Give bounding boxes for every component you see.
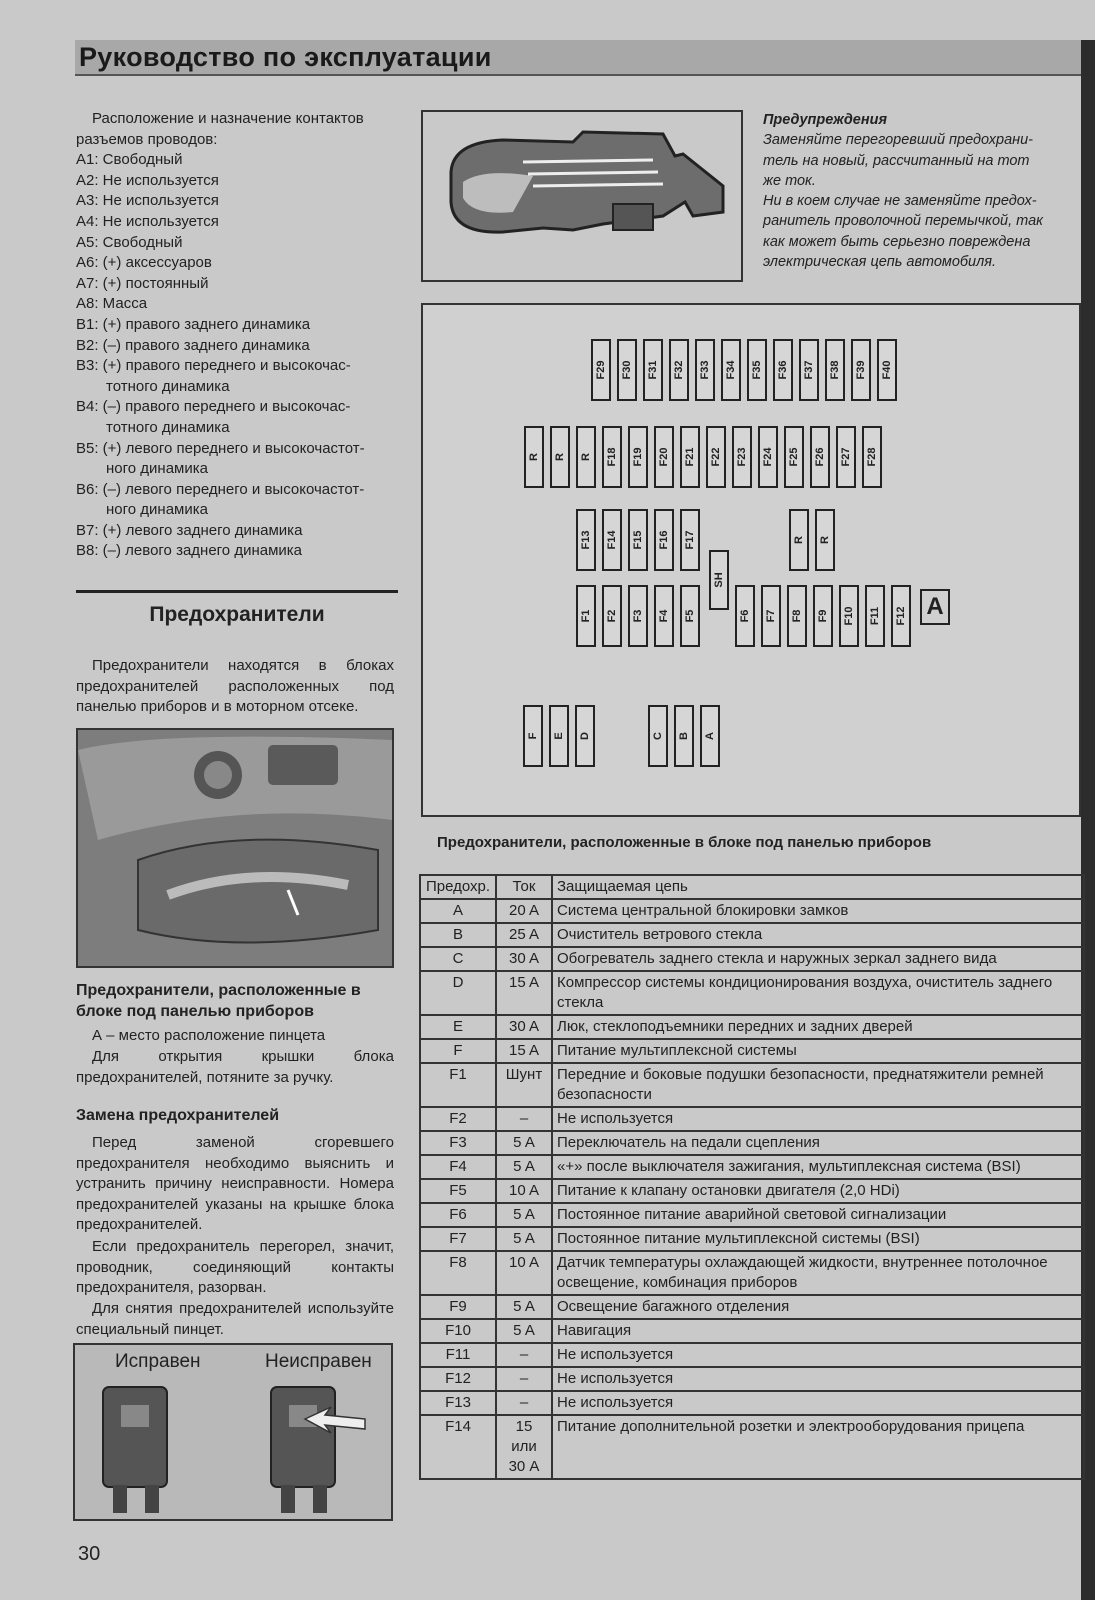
table-cell: Обогреватель заднего стекла и наружных зеркал заднего вида <box>552 947 1084 971</box>
fuse-slot: R <box>550 426 570 488</box>
pinout-line: A4: Не используется <box>76 212 219 230</box>
fuse-slot: D <box>575 705 595 767</box>
column-header: Предохр. <box>420 875 496 899</box>
table-cell: Не используется <box>552 1107 1084 1131</box>
fuse-slot: F21 <box>680 426 700 488</box>
fuse-slot: F19 <box>628 426 648 488</box>
pinout-line: A1: Свободный <box>76 151 183 169</box>
pinout-line: B8: (–) левого заднего динамика <box>76 542 303 560</box>
warning-line: электрическая цепь автомобиля. <box>763 254 997 271</box>
pinout-line: A2: Не используется <box>76 171 219 189</box>
fuse-slot: F10 <box>839 585 859 647</box>
table-caption: Предохранители, расположенные в блоке под панелью приборов <box>437 834 932 851</box>
warning-title: Предупреждения <box>763 112 888 128</box>
fuse-slot: F6 <box>735 585 755 647</box>
fuse-slot: F36 <box>773 339 793 401</box>
pinout-line: тотного динамика <box>106 377 230 395</box>
table-cell: Питание дополнительной розетки и электрооборудования прицепа <box>552 1415 1084 1479</box>
warning-block <box>763 110 1093 272</box>
table-cell: – <box>496 1391 552 1415</box>
table-row <box>420 1179 1084 1203</box>
table-cell: – <box>496 1367 552 1391</box>
fuse-slot: F15 <box>628 509 648 571</box>
table-cell: 15 A <box>496 1039 552 1063</box>
table-cell: 30 A <box>496 1015 552 1039</box>
fuse-slot: F35 <box>747 339 767 401</box>
pinout-line: B2: (–) правого заднего динамика <box>76 336 310 354</box>
pinout-line: тотного динамика <box>106 418 230 436</box>
column-header: Защищаемая цепь <box>552 875 1084 899</box>
table-cell: F13 <box>420 1391 496 1415</box>
warning-line: же ток. <box>763 172 816 189</box>
warning-line: Ни в коем случае не заменяйте предох- <box>763 193 1037 210</box>
table-cell: 15 или 30 A <box>496 1415 552 1479</box>
fuse-slot: R <box>789 509 809 571</box>
table-cell: F9 <box>420 1295 496 1319</box>
table-cell: 30 A <box>496 947 552 971</box>
table-row <box>420 1039 1084 1063</box>
pinout-line: A6: (+) аксессуаров <box>76 254 212 272</box>
fuse-slot: F <box>523 705 543 767</box>
table-cell: F5 <box>420 1179 496 1203</box>
table-cell: Компрессор системы кондиционирования воздуха, очиститель заднего стекла <box>552 971 1084 1015</box>
table-row <box>420 1251 1084 1295</box>
pinout-line: B4: (–) правого переднего и высокочас- <box>76 398 351 416</box>
good-label: Исправен <box>115 1351 201 1372</box>
fuse-slot: F3 <box>628 585 648 647</box>
table-cell: F14 <box>420 1415 496 1479</box>
pinout-line: A8: Масса <box>76 295 148 313</box>
pinout-line: Расположение и назначение контактов <box>92 110 364 127</box>
table-row <box>420 1015 1084 1039</box>
table-cell: 5 A <box>496 1131 552 1155</box>
pinout-line: A7: (+) постоянный <box>76 274 209 292</box>
warning-line: ранитель проволочной перемычкой, так <box>763 213 1043 230</box>
bad-label: Неисправен <box>265 1351 372 1372</box>
photo-caption-a: А – место расположение пинцета <box>92 1027 326 1044</box>
table-cell: Датчик температуры охлаждающей жидкости, внутреннее потолочное освещение, комбинация приборов <box>552 1251 1084 1295</box>
fuse-slot: F28 <box>862 426 882 488</box>
fuse-layout-diagram <box>421 303 1081 817</box>
fuse-slot: F2 <box>602 585 622 647</box>
fuse-slot: F38 <box>825 339 845 401</box>
fuse-slot: C <box>648 705 668 767</box>
table-cell: Очиститель ветрового стекла <box>552 923 1084 947</box>
table-cell: 20 A <box>496 899 552 923</box>
shunt-slot: SH <box>709 550 729 610</box>
table-cell: F4 <box>420 1155 496 1179</box>
fuse-slot: F31 <box>643 339 663 401</box>
table-row <box>420 1155 1084 1179</box>
table-row <box>420 1415 1084 1479</box>
fuse-slot: F13 <box>576 509 596 571</box>
section-intro: Предохранители находятся в блоках предохранителей расположенных под панелью приборов и в моторном отсеке. <box>76 657 394 716</box>
fuse-slot: F37 <box>799 339 819 401</box>
fuse-slot: F5 <box>680 585 700 647</box>
tweezers-location-marker: A <box>920 589 950 625</box>
table-cell: E <box>420 1015 496 1039</box>
table-cell: F11 <box>420 1343 496 1367</box>
table-cell: Не используется <box>552 1391 1084 1415</box>
fuse-slot: F22 <box>706 426 726 488</box>
table-cell: F <box>420 1039 496 1063</box>
dashboard-photo <box>76 728 394 968</box>
fuse-slot: F27 <box>836 426 856 488</box>
table-cell: Люк, стеклоподъемники передних и задних дверей <box>552 1015 1084 1039</box>
table-cell: Питание к клапану остановки двигателя (2,0 HDi) <box>552 1179 1084 1203</box>
fuse-slot: E <box>549 705 569 767</box>
fuse-slot: F32 <box>669 339 689 401</box>
warning-line: как может быть серьезно повреждена <box>763 233 1031 250</box>
fuse-slot: B <box>674 705 694 767</box>
table-cell: 25 A <box>496 923 552 947</box>
connector-pinout <box>76 109 406 562</box>
fuse-illustration <box>75 1375 391 1519</box>
photo-caption-title: Предохранители, расположенные в блоке под панелью приборов <box>76 982 361 1020</box>
table-cell: B <box>420 923 496 947</box>
column-header: Ток <box>496 875 552 899</box>
pinout-line: A3: Не используется <box>76 192 219 210</box>
fuse-slot: F1 <box>576 585 596 647</box>
table-cell: F12 <box>420 1367 496 1391</box>
table-cell: Навигация <box>552 1319 1084 1343</box>
table-row <box>420 1063 1084 1107</box>
table-cell: 15 A <box>496 971 552 1015</box>
fuse-slot: F17 <box>680 509 700 571</box>
table-row <box>420 1367 1084 1391</box>
fuse-slot: F34 <box>721 339 741 401</box>
table-cell: 5 A <box>496 1295 552 1319</box>
fuse-slot: F23 <box>732 426 752 488</box>
pinout-line: A5: Свободный <box>76 233 183 251</box>
table-cell: Постоянное питание аварийной световой сигнализации <box>552 1203 1084 1227</box>
table-header-row <box>420 875 1084 899</box>
tweezers-icon <box>423 112 741 280</box>
table-cell: 5 A <box>496 1155 552 1179</box>
tweezers-illustration-box <box>421 110 743 282</box>
replace-paragraph-2: Если предохранитель перегорел, значит, проводник, соединяющий контакты предохранителя, разорван. <box>76 1238 394 1297</box>
table-cell: F2 <box>420 1107 496 1131</box>
table-cell: – <box>496 1343 552 1367</box>
table-cell: Не используется <box>552 1367 1084 1391</box>
fuse-slot: R <box>576 426 596 488</box>
photo-caption-b: Для открытия крышки блока предохранителей, потяните за ручку. <box>76 1048 394 1086</box>
table-cell: D <box>420 971 496 1015</box>
page-title: Руководство по эксплуатации <box>79 42 492 72</box>
table-row <box>420 1391 1084 1415</box>
table-cell: F7 <box>420 1227 496 1251</box>
fuse-slot: F12 <box>891 585 911 647</box>
fuse-slot: F7 <box>761 585 781 647</box>
table-cell: – <box>496 1107 552 1131</box>
fuse-slot: F11 <box>865 585 885 647</box>
table-cell: Шунт <box>496 1063 552 1107</box>
table-cell: Система центральной блокировки замков <box>552 899 1084 923</box>
fuse-slot: F24 <box>758 426 778 488</box>
pinout-line: ного динамика <box>106 501 208 519</box>
table-cell: F8 <box>420 1251 496 1295</box>
table-cell: «+» после выключателя зажигания, мультиплексная система (BSI) <box>552 1155 1084 1179</box>
table-cell: 5 A <box>496 1203 552 1227</box>
page-number: 30 <box>78 1543 101 1565</box>
table-cell: 10 A <box>496 1179 552 1203</box>
table-cell: F3 <box>420 1131 496 1155</box>
fuse-slot: F18 <box>602 426 622 488</box>
table-cell: Питание мультиплексной системы <box>552 1039 1084 1063</box>
table-cell: Переключатель на педали сцепления <box>552 1131 1084 1155</box>
table-cell: Не используется <box>552 1343 1084 1367</box>
table-row <box>420 1107 1084 1131</box>
pinout-line: B1: (+) правого заднего динамика <box>76 315 311 333</box>
fuse-slot: F39 <box>851 339 871 401</box>
fuse-slot: F14 <box>602 509 622 571</box>
table-row <box>420 1203 1084 1227</box>
fuse-slot: R <box>524 426 544 488</box>
fuse-slot: A <box>700 705 720 767</box>
table-row <box>420 1227 1084 1251</box>
fuses-section <box>76 590 398 627</box>
table-cell: 5 A <box>496 1227 552 1251</box>
fuse-slot: F20 <box>654 426 674 488</box>
fuse-slot: R <box>815 509 835 571</box>
warning-line: тель на новый, рассчитанный на тот <box>763 152 1030 169</box>
fuse-slot: F8 <box>787 585 807 647</box>
table-row <box>420 1295 1084 1319</box>
table-cell: Постоянное питание мультиплексной системы (BSI) <box>552 1227 1084 1251</box>
table-cell: 5 A <box>496 1319 552 1343</box>
pinout-line: B6: (–) левого переднего и высокочастот- <box>76 480 365 498</box>
table-cell: A <box>420 899 496 923</box>
table-cell: Передние и боковые подушки безопасности, преднатяжители ремней безопасности <box>552 1063 1084 1107</box>
table-cell: Освещение багажного отделения <box>552 1295 1084 1319</box>
table-cell: 10 A <box>496 1251 552 1295</box>
table-cell: F1 <box>420 1063 496 1107</box>
table-row <box>420 947 1084 971</box>
table-cell: C <box>420 947 496 971</box>
fuse-slot: F4 <box>654 585 674 647</box>
fuse-slot: F26 <box>810 426 830 488</box>
replace-paragraph-1: Перед заменой сгоревшего предохранителя необходимо выяснить и устранить причину неисправности. Номера предохранителей указаны на крышке блока предохранителей. <box>76 1134 394 1234</box>
table-cell: F6 <box>420 1203 496 1227</box>
pinout-line: разъемов проводов: <box>76 130 218 148</box>
table-row <box>420 923 1084 947</box>
replace-title: Замена предохранителей <box>76 1107 280 1124</box>
fuse-slot: F33 <box>695 339 715 401</box>
table-row <box>420 1319 1084 1343</box>
table-row <box>420 1343 1084 1367</box>
fuse-slot: F25 <box>784 426 804 488</box>
fuse-slot: F29 <box>591 339 611 401</box>
fuse-slot: F30 <box>617 339 637 401</box>
page-header <box>75 40 1095 76</box>
pinout-line: B7: (+) левого заднего динамика <box>76 521 303 539</box>
section-title: Предохранители <box>149 603 325 626</box>
fuse-slot: F9 <box>813 585 833 647</box>
replace-paragraph-3: Для снятия предохранителей используйте специальный пинцет. <box>76 1300 394 1338</box>
warning-line: Заменяйте перегоревший предохрани- <box>763 132 1033 149</box>
table-cell: F10 <box>420 1319 496 1343</box>
fuse-slot: F40 <box>877 339 897 401</box>
fuse-slot: F16 <box>654 509 674 571</box>
table-row <box>420 1131 1084 1155</box>
fuse-table <box>419 874 1085 1480</box>
pinout-line: ного динамика <box>106 460 208 478</box>
table-row <box>420 971 1084 1015</box>
fuse-comparison-photo <box>73 1343 393 1521</box>
pinout-line: B5: (+) левого переднего и высокочастот- <box>76 439 365 457</box>
table-row <box>420 899 1084 923</box>
dashboard-illustration <box>78 730 392 966</box>
pinout-line: B3: (+) правого переднего и высокочас- <box>76 357 351 375</box>
